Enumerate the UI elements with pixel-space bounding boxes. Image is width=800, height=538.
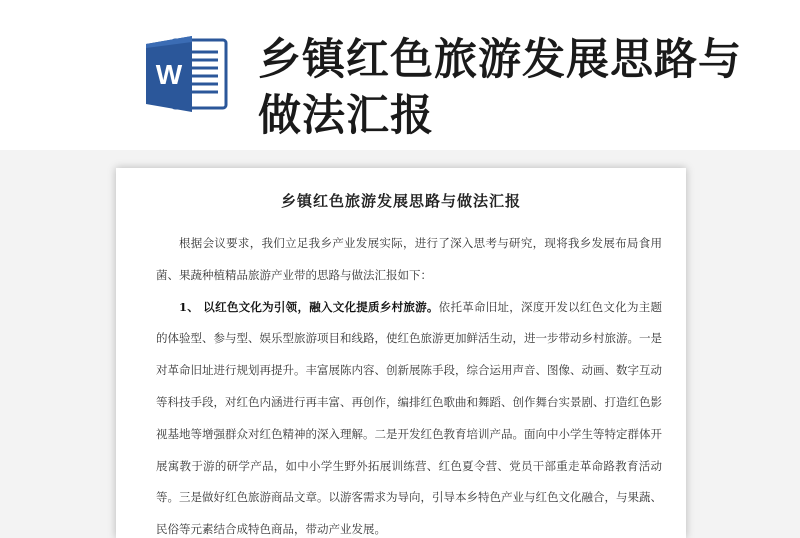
paragraph-intro: 根据会议要求，我们立足我乡产业发展实际，进行了深入思考与研究，现将我乡发展布局食用菌、果蔬种植精品旅游产业带的思路与做法汇报如下： [156, 236, 662, 282]
item-1-text: 依托革命旧址，深度开发以红色文化为主题的体验型、参与型、娱乐型旅游项目和线路，使红色旅游更加鲜活生动，进一步带动乡村旅游。一是对革命旧址进行规划再提升。丰富展陈内容、创新展陈手段，综合运用声音、图像、动画、数字互动等科技手段，对红色内涵进行再丰富、再创作，编排红色歌曲和舞蹈、创作舞台实景剧、打造红色影视基地等增强群众对红色精神的深入理解。二是开发红色教育培训产品。面向中小学生等特定群体开展寓教于游的研学产品，如中小学生野外拓展训练营、红色夏令营、党员干部重走革命路教育活动等。三是做好红色旅游商品文章。以游客需求为导向，引导本乡特色产业与红色文化融合，与果蔬、民俗等元素结合成特色商品，带动产业发展。 [156, 299, 662, 537]
page-title: 乡镇红色旅游发展思路与做法汇报 [258, 35, 742, 141]
document-body [156, 228, 662, 538]
paragraph-item-1 [156, 292, 662, 538]
item-1-heading: 1、 以红色文化为引领，融入文化提质乡村旅游。 [179, 299, 439, 314]
document-title: 乡镇红色旅游发展思路与做法汇报 [280, 192, 521, 210]
document-page [116, 168, 686, 538]
header-banner [0, 0, 800, 150]
word-icon [142, 34, 232, 114]
word-icon-letter: W [155, 59, 183, 90]
